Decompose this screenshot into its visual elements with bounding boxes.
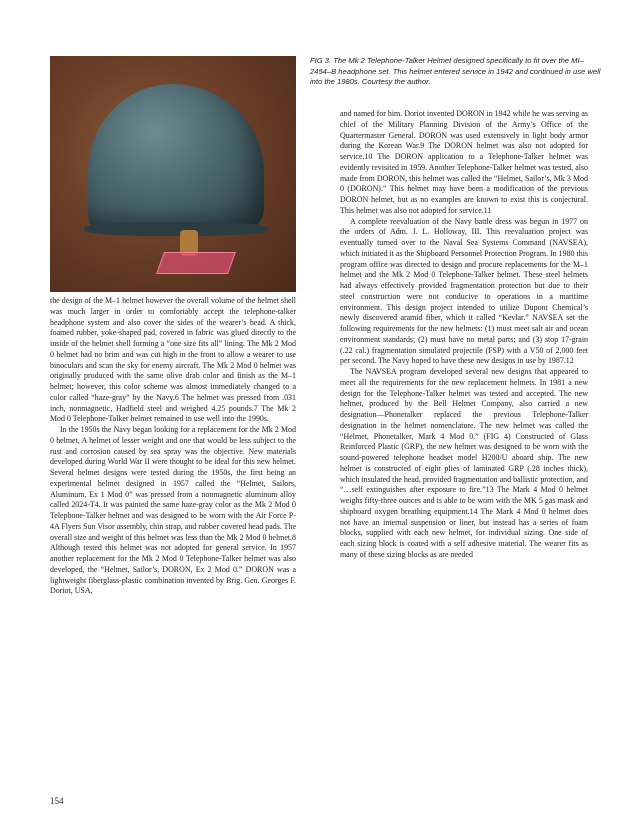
paragraph: A complete reevaluation of the Navy battle dress was begun in 1977 on the orders of Adm. J. L. Holloway, III. This reevaluation project was eventually turned over to the Naval Sea Systems Command (NAVSEA), which initiated it as the Shipboard Personnel Protection Program. In 1980 this program office was directed to design and procure replacements for the M–1 helmet and the Mk 2 Mod 0 Telephone-Talker helmet. These steel helmets had always effectively provided fragmentation protection but due to their steel construction were not conducive to operations in a maritime environment. This design project intended to utilize Dupont Chemical’s newly discovered aramid fiber, which it called “Kevlar.” NAVSEA set the following requirements for the new helmets: (1) must meet salt air and ocean environment standards; (2) must have no metal parts; and (3) stop 17-grain (.22 cal.) fragmentation simulated projectile (FSP) with a V50 of 2,000 feet per second. The Navy hoped to have these new designs in use by 1987.12 (340, 216, 588, 366)
figure-caption: FIG 3. The Mk 2 Telephone-Talker Helmet designed specifically to fit over the MI–2454–B headphone set. This helmet entered service in 1942 and continued in use well into the 1980s. Courtesy the author. (310, 56, 601, 87)
helmet-shell-image (88, 84, 264, 234)
paragraph: the design of the M–1 helmet however the overall volume of the helmet shell was much larger in order to comfortably accept the telephone-talker headphone system and also cover the sides of the wearer’s head. A thick, foamed rubber, yoke-shaped pad, covered in fabric was glued directly to the inside of the helmet shell forming a “one size fits all” lining. The Mk 2 Mod 0 helmet had no brim and was cut high in the front to allow a wearer to use binoculars and scan the sky for enemy aircraft. The Mk 2 Mod 0 helmet was originally produced with the same olive drab color and finish as the M–1 helmet; however, this color scheme was almost immediately changed to a color called “haze-gray” by the Navy.6 The helmet was pressed from .031 inch, nonmagnetic, Hadfield steel and weighed 4.25 pounds.7 The Mk 2 Mod 0 Telephone-Talker helmet remained in use well into the 1990s. (50, 296, 296, 424)
page-number: 154 (50, 796, 64, 806)
helmet-rim-image (84, 222, 268, 236)
display-stand-image (156, 252, 236, 274)
helmet-photo (50, 56, 296, 292)
paragraph: The NAVSEA program developed several new designs that appeared to meet all the requirements for the new replacement helmets. In 1981 a new design for the Telephone-Talker helmet was tested and accepted. The new helmet, produced by the Bell Helmet Company, also carried a new designation—Phonetalker replaced the previous Telephone-Talker designation in the helmet nomenclature. The new helmet was called the “Helmet, Phonetalker, Mark 4 Mod 0.” (FIG 4) Constructed of Glass Reinforced Plastic (GRP), the new helmet was designed to be worn with the sound-powered telephone headset model H200/U aboard ship. The new helmet is constructed of eight plies of laminated GRP (.28 inches thick), which insulated the head, provided fragmentation and ballistic protection, and “…self extinguishes after exposure to fire.”13 The Mark 4 Mod 0 helmet weighs fifty-three ounces and is able to be worn with the MK 5 gas mask and shipboard oxygen breathing equipment.14 The Mark 4 Mod 0 helmet does not have an internal suspension or liner, but instead has a series of foam blocks, supplied with each new helmet, for individual sizing. One side of each sizing block is coated with a self adhesive material. The wearer fits as many of these sizing blocks as are needed (340, 367, 588, 559)
right-text-column (340, 109, 588, 561)
left-text-column (50, 296, 296, 597)
paragraph: and named for him. Doriot invented DORON in 1942 while he was serving as chief of the Military Planning Division of the Army’s Office of the Quartermaster General. DORON was used extensively in light body armor during the Korean War.9 The DORON helmet was also not adopted for service.10 The DORON application to a Telephone-Talker helmet was evidently revisited in 1959. Another Telephone-Talker helmet was tested, also made from DORON, this helmet was called the “Helmet, Sailor’s, Mk 3 Mod 0 (DORON).” This helmet may have been a modification of the previous DORON helmet, but as no examples are known to exist this is conjectural. This helmet was also not adopted for service.11 (340, 109, 588, 215)
paragraph: In the 1950s the Navy began looking for a replacement for the Mk 2 Mod 0 helmet, A helmet of lesser weight and one that would be less subject to the rust and corrosion caused by sea spray was the objective. New materials developed during World War II were thought to be ideal for this new helmet. Several helmet designs were tested during the 1950s, the first being an experimental helmet designed in 1957 called the “Helmet, Sailors, Aluminum, Ex 1 Mod 0” was pressed from a nonmagnetic aluminum alloy called 2024-T4. It was painted the same haze-gray color as the Mk 2 Mod 0 Telephone-Talker helmet and was designed to be worn with the Air Force P-4A Flyers Sun Visor assembly, chin strap, and rubber covered head pads. The overall size and weight of this helmet was less than the Mk 2 Mod 0 helmet.8 Although tested this helmet was not adopted for general service. In 1957 another replacement for the Mk 2 Mod 0 Telephone-Talker helmet was also developed, the “Helmet, Sailor’s, DORON, Ex 2 Mod 0.” DORON was a lightweight fiberglass-plastic combination invented by Brig. Gen. Georges F. Doriot, USA, (50, 425, 297, 596)
